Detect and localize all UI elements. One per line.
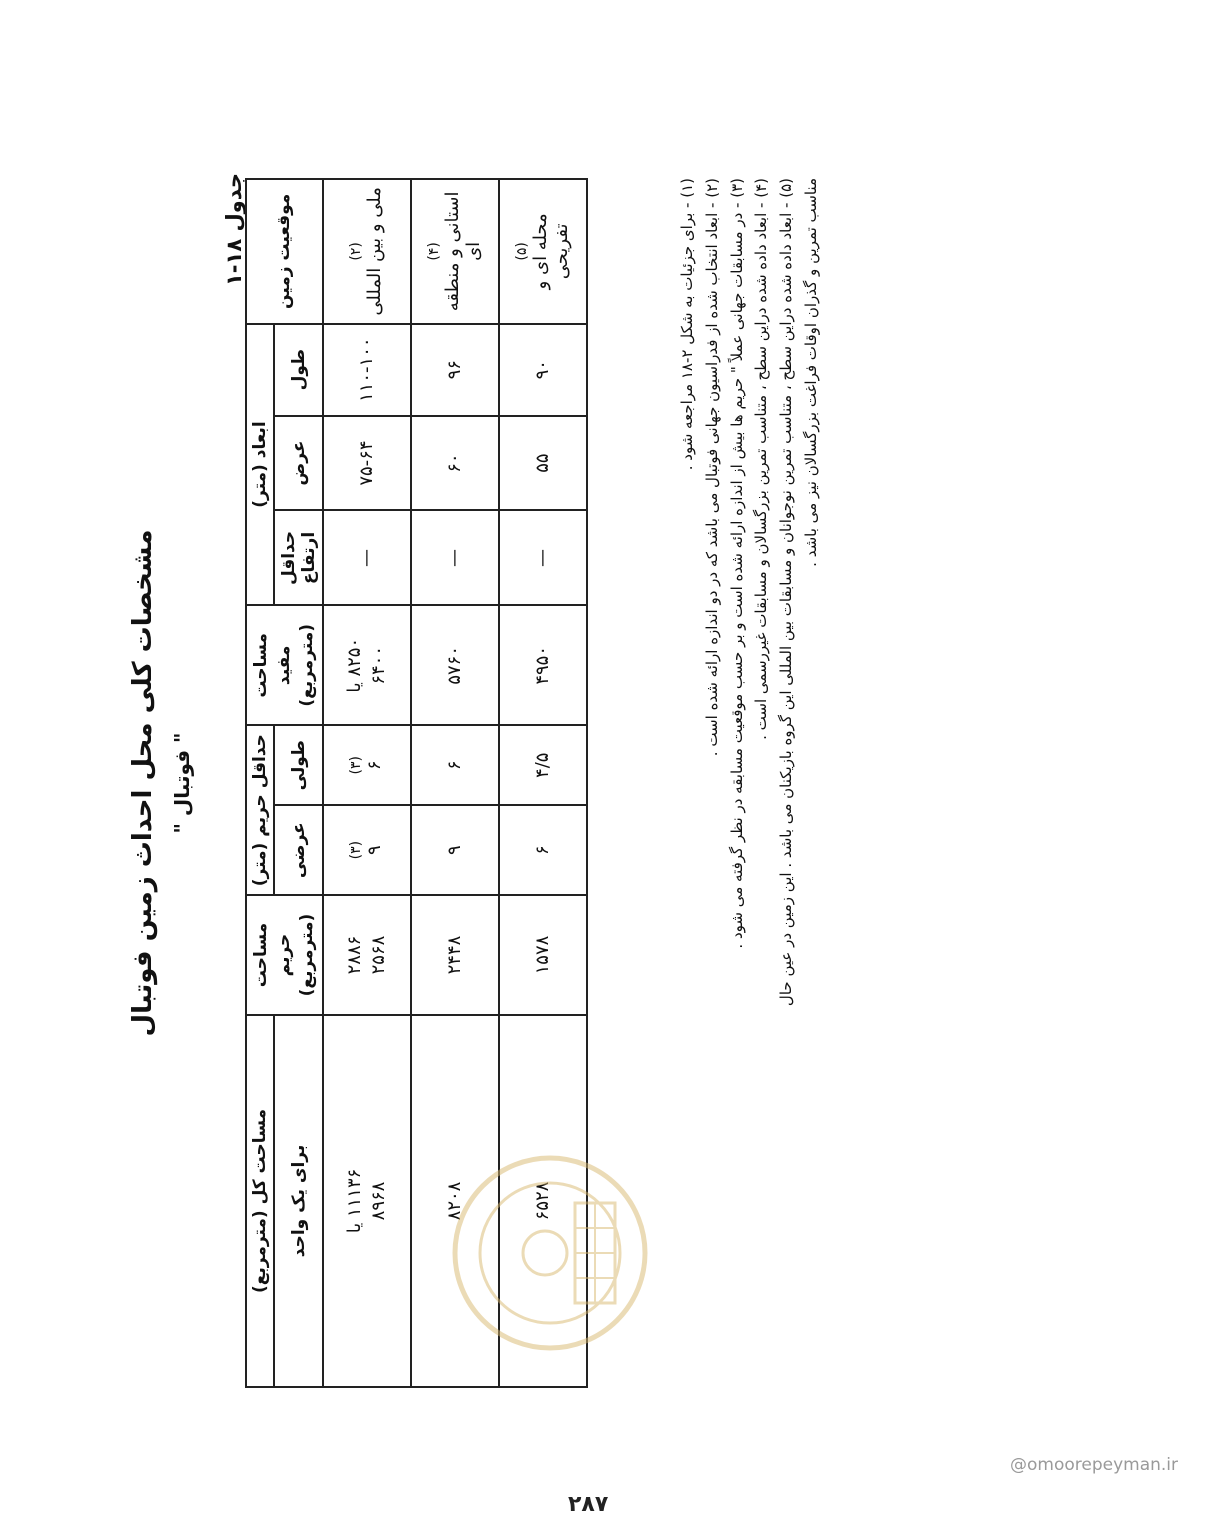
rotated-page — [110, 148, 890, 1418]
header-width: عرض — [274, 416, 323, 511]
cell-buffer-width: ۹ — [411, 805, 499, 895]
header-dimensions: ابعاد (متر) — [246, 324, 274, 606]
page-subtitle: " فوتبال " — [170, 732, 194, 834]
footnote: مناسب تمرین و گذران اوقات فراغت بزرگسالان نیز می باشد . — [801, 178, 820, 567]
footnote: (۲) - ابعاد انتخاب شده از فدراسیون جهانی فوتبال می باشد که در دو اندازه ارائه شده است . — [702, 178, 721, 757]
cell-buffer-area: ۲۴۴۸ — [411, 895, 499, 1015]
cell-location: (۲) ملی و بین المللی — [323, 179, 411, 324]
seal-stamp-icon — [440, 1148, 660, 1358]
header-buffer-length: طولی — [274, 725, 323, 805]
header-total-area: مساحت کل (مترمربع) — [246, 1015, 274, 1387]
cell-min-height: — — [499, 511, 587, 606]
cell-buffer-length: ۶ — [411, 725, 499, 805]
cell-total-area: ۱۱۱۳۶ یا ۸۹۶۸ — [323, 1015, 411, 1387]
header-total-area-sub: برای یک واحد — [274, 1015, 323, 1387]
cell-length: ۹۶ — [411, 324, 499, 416]
footnote: (۳) - در مسابقات جهانی عملاً " حریم ها بیش از اندازه ارائه شده است و بر حسب موقعیت مسابقه در نظر گرفته می شود . — [727, 178, 746, 949]
cell-buffer-length: ۴/۵ — [499, 725, 587, 805]
cell-useful-area: ۸۲۵۰ یا ۶۴۰۰ — [323, 605, 411, 725]
footnote: (۵) - ابعاد داده شده دراین سطح ، متناسب تمرین نوجوانان و مسابقات بین المللی این گروه بازیکنان می باشد . این زمین در عین حال — [777, 178, 795, 1007]
cell-min-height: — — [323, 511, 411, 606]
header-location: موقعیت زمین — [246, 179, 323, 324]
header-min-buffer: حداقل حریم (متر) — [246, 725, 274, 895]
header-useful-area: مساحت مفید (مترمربع) — [246, 605, 323, 725]
cell-length: ۹۰ — [499, 324, 587, 416]
table-number: جدول ۱۸-۱ — [222, 173, 246, 287]
page-title: مشخصات کلی محل احداث زمین فوتبال — [128, 529, 158, 1037]
footnotes — [675, 178, 824, 1388]
cell-location: (۴) استانی و منطقه ای — [411, 179, 499, 324]
footnote: (۴) - ابعاد داده شده دراین سطح ، متناسب تمرین بزرگسالان و مسابقات غیررسمی است . — [752, 178, 771, 740]
cell-width: ۵۵ — [499, 416, 587, 511]
cell-buffer-area: ۲۸۸۶ ۲۵۶۸ — [323, 895, 411, 1015]
cell-width: ۶۰ — [411, 416, 499, 511]
cell-width: ۷۵-۶۴ — [323, 416, 411, 511]
cell-total-area: ۸۲۰۸ — [411, 1015, 499, 1387]
cell-min-height: — — [411, 511, 499, 606]
page-number: ۲۸۷ — [568, 1492, 609, 1517]
cell-buffer-width: ۶ — [499, 805, 587, 895]
watermark: @omoorepeyman.ir — [1010, 1455, 1179, 1475]
cell-buffer-width: (۳) ۹ — [323, 805, 411, 895]
header-length: طول — [274, 324, 323, 416]
cell-location: (۵) محله ای و تفریحی — [499, 179, 587, 324]
table-row — [323, 179, 411, 1387]
header-min-height: حداقل ارتفاع — [274, 511, 323, 606]
cell-buffer-length: (۳) ۶ — [323, 725, 411, 805]
cell-buffer-area: ۱۵۷۸ — [499, 895, 587, 1015]
cell-length: ۱۱۰-۱۰۰ — [323, 324, 411, 416]
header-buffer-width: عرضی — [274, 805, 323, 895]
cell-total-area: ۶۵۲۸ — [499, 1015, 587, 1387]
header-buffer-area: مساحت حریم (مترمربع) — [246, 895, 323, 1015]
cell-useful-area: ۵۷۶۰ — [411, 605, 499, 725]
footnote: (۱) - برای جزئیات به شکل ۲-۱۸ مراجعه شود . — [678, 178, 696, 471]
cell-useful-area: ۴۹۵۰ — [499, 605, 587, 725]
